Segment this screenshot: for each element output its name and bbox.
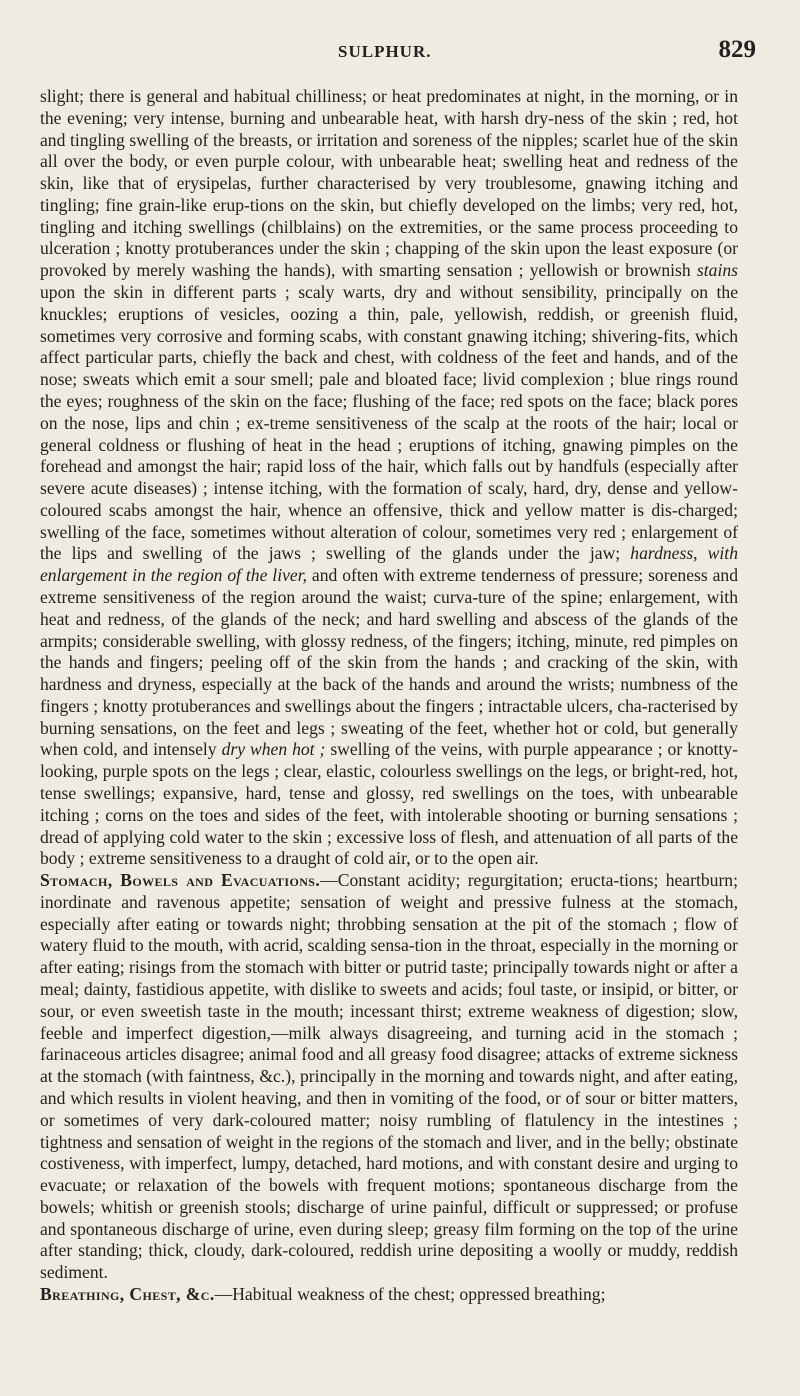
paragraph-skin: [40, 86, 738, 870]
running-title: SULPHUR.: [338, 42, 432, 61]
italic-segment: dry when hot ;: [221, 739, 326, 760]
italic-segment: hardness, with enlargement in the region of the liver,: [40, 543, 738, 586]
text-segment: —Habitual weakness of the chest; oppressed breathing;: [214, 1283, 606, 1304]
section-heading: Stomach, Bowels and Evacuations.: [40, 870, 321, 891]
section-heading: Breathing, Chest, &c.: [40, 1283, 215, 1304]
text-segment: —Constant acidity; regurgitation; eructa-tions; heartburn; inordinate and ravenous appetite; sensation of weight and pressive fulness at the stomach, especially after eating or towards night; throbbing sensation at the pit of the stomach ; flow of watery fluid to the mouth, with acrid, scalding sensa-tion in the throat, especially in the morning or after eating; risings from the stomach with bitter or putrid taste; principally towards night or after a meal; dainty, fastidious appetite, with dislike to sweets and acids; foul taste, or insipid, or bitter, or sour, or even sweetish taste in the mouth; incessant thirst; extreme weakness of digestion; slow, feeble and imperfect digestion,—milk always disagreeing, and turning acid in the stomach ; farinaceous articles disagree; animal food and all greasy food disagree; attacks of extreme sickness at the stomach (with faintness, &c.), principally in the morning and towards night, and after eating, and which results in violent heaving, and then in vomiting of the food, or of sour or bitter matters, or sometimes of very dark-coloured matter; noisy rumbling of flatulency in the intestines ; tightness and sensation of weight in the regions of the stomach and liver, and in the belly; obstinate costiveness, with imperfect, lumpy, detached, hard motions, and with constant desire and urging to evacuate; or relaxation of the bowels with frequent motions; spontaneous discharge from the bowels; whitish or greenish stools; discharge of urine painful, difficult or suppressed; or profuse and spontaneous discharge of urine, even during sleep; greasy film forming on the top of the urine after standing; thick, cloudy, dark-coloured, reddish urine depositing a woolly or muddy, reddish sediment.: [40, 870, 739, 1283]
paragraph-breathing: [40, 1284, 738, 1306]
running-head: [0, 36, 800, 68]
text-segment: and often with extreme tenderness of pressure; soreness and extreme sensitiveness of the region around the waist; curva-ture of the spine; enlargement, with heat and redness, of the glands of the neck; and hard swelling and abscess of the glands of the armpits; considerable swelling, with glossy redness, of the fingers; itching, minute, red pimples on the hands and fingers; peeling off of the skin from the hands ; and cracking of the skin, with hardness and dryness, especially at the back of the hands and around the wrists; numbness of the fingers ; knotty protuberances and swellings about the fingers ; intractable ulcers, cha-racterised by burning sensations, on the feet and legs ; sweating of the feet, whether hot or cold, but generally when cold, and intensely: [40, 565, 738, 760]
text-segment: slight; there is general and habitual chilliness; or heat predominates at night, in the morning, or in the evening; very intense, burning and unbearable heat, with harsh dry-ness of the skin ; red, hot and tingling swelling of the breasts, or irritation and soreness of the nipples; scarlet hue of the skin all over the body, or even purple colour, with unbearable heat; swelling heat and redness of the skin, like that of erysipelas, further characterised by very troublesome, gnawing itching and tingling; fine grain-like erup-tions on the skin, but chiefly developed on the limbs; very red, hot, tingling and itching swellings (chilblains) on the extremities, or the same process proceeding to ulceration ; knotty protuberances under the skin ; chapping of the skin upon the least exposure (or provoked by merely washing the hands), with smarting sensation ; yellowish or brownish: [40, 86, 738, 281]
italic-segment: stains: [696, 260, 738, 281]
body-text: [40, 86, 738, 1306]
paragraph-stomach: [40, 870, 738, 1284]
page-number: 829: [718, 36, 756, 63]
text-segment: upon the skin in different parts ; scaly warts, dry and without sensibility, principally on the knuckles; eruptions of vesicles, oozing a thin, pale, yellowish, reddish, or greenish fluid, sometimes very corrosive and forming scabs, with constant gnawing itching; shivering-fits, which affect particular parts, chiefly the back and chest, with coldness of the feet and hands, and of the nose; sweats which emit a sour smell; pale and bloated face; livid complexion ; blue rings round the eyes; roughness of the skin on the face; flushing of the face; red spots on the face; black pores on the nose, lips and chin ; ex-treme sensitiveness of the scalp at the roots of the hair; local or general coldness or flushing of heat in the head ; eruptions of itching, gnawing pimples on the forehead and amongst the hair; rapid loss of the hair, which falls out by handfuls (especially after severe acute diseases) ; intense itching, with the formation of scaly, hard, dry, dense and yellow-coloured scabs amongst the hair, whence an offensive, thick and yellow matter is dis-charged; swelling of the face, sometimes without alteration of colour, sometimes very red ; enlargement of the lips and swelling of the jaws ; swelling of the glands under the jaw;: [40, 282, 738, 564]
text-segment: swelling of the veins, with purple appearance ; or knotty-looking, purple spots on the legs ; clear, elastic, colourless swellings on the legs, or bright-red, hot, tense swellings; expansive, hard, tense and glossy, red swellings on the toes, with unbearable itching ; corns on the toes and sides of the feet, with intolerable shooting or burning sensations ; dread of applying cold water to the skin ; excessive loss of flesh, and attenuation of all parts of the body ; extreme sensitiveness to a draught of cold air, or to the open air.: [40, 739, 738, 869]
